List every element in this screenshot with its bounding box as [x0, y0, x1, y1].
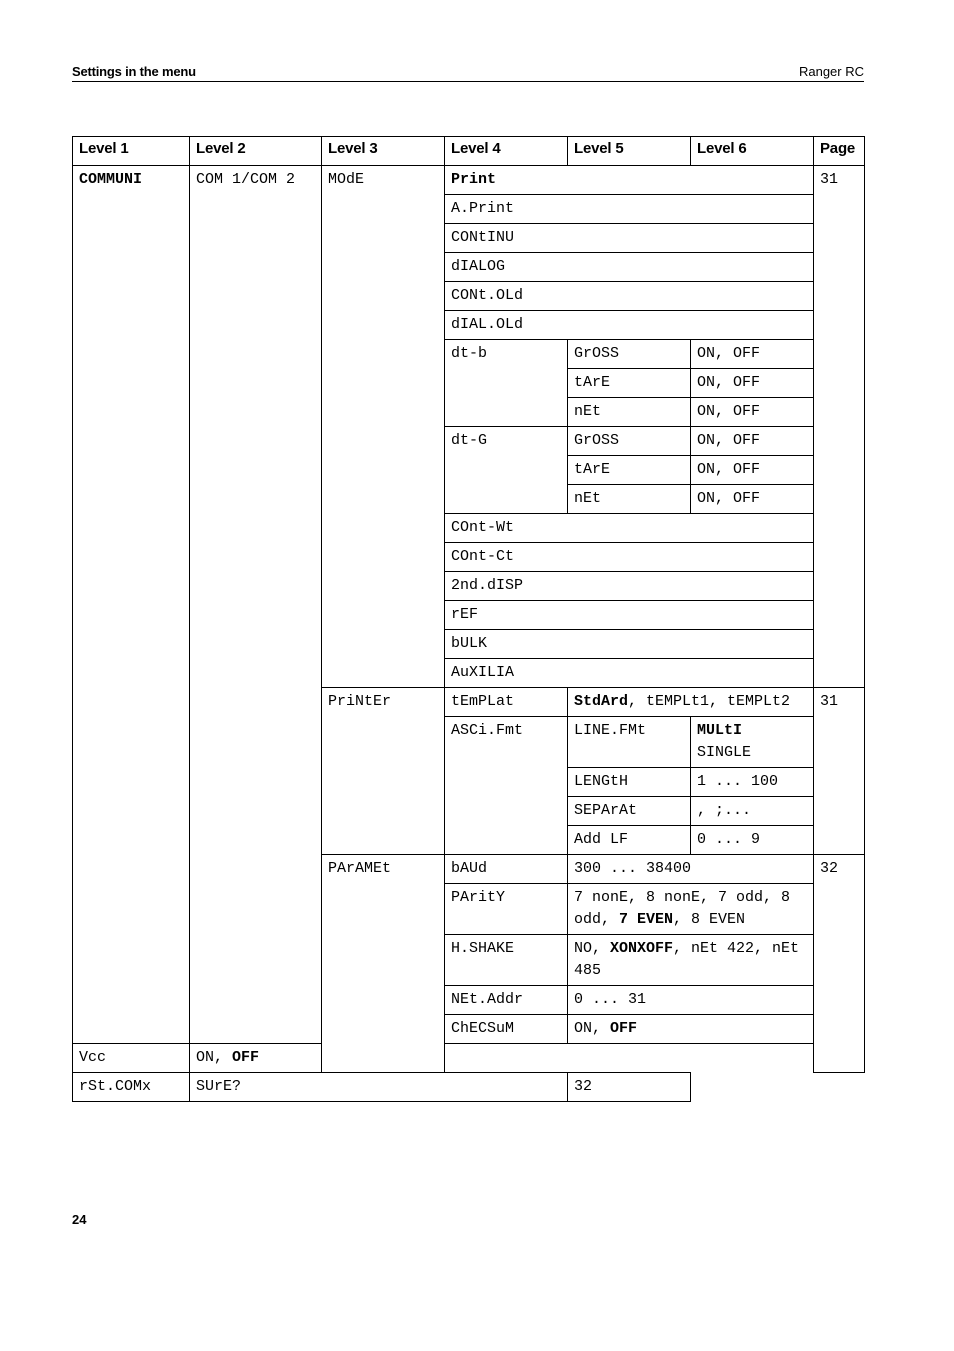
level4-parity: PAritY — [445, 884, 568, 935]
level6-separat-options: , ;... — [691, 797, 814, 826]
column-header: Level 6 — [691, 137, 814, 166]
table-header-row — [73, 137, 865, 166]
level3-paramet: PArAMEt — [322, 855, 445, 1073]
level5-tare: tArE — [568, 369, 691, 398]
level3-printer: PriNtEr — [322, 688, 445, 855]
level4-ref: rEF — [445, 601, 814, 630]
option-list: NO, — [574, 940, 611, 957]
column-header: Level 3 — [322, 137, 445, 166]
level4-contold: CONt.OLd — [445, 282, 814, 311]
table-row — [73, 1073, 865, 1102]
option-list: 7 nonE, 8 nonE, 7 odd, 8 odd, — [574, 889, 791, 928]
header-rule — [72, 81, 864, 82]
option-list: ON, — [196, 1049, 233, 1066]
level5-separat: SEPArAt — [568, 797, 691, 826]
level6-addlf-range: 0 ... 9 — [691, 826, 814, 855]
column-header: Page — [814, 137, 865, 166]
level4-continu: CONtINU — [445, 224, 814, 253]
level4-bulk: bULK — [445, 630, 814, 659]
level4-netaddr: NEt.Addr — [445, 986, 568, 1015]
level5-addlf: Add LF — [568, 826, 691, 855]
option-list: , 8 EVEN — [673, 911, 746, 928]
option-list: , nEt 422, nEt 485 — [574, 940, 800, 979]
level4-vcc: Vcc — [73, 1044, 190, 1073]
level6-length-range: 1 ... 100 — [691, 768, 814, 797]
level4-ascifmt: ASCi.Fmt — [445, 717, 568, 855]
level5-hshake-options — [568, 935, 814, 986]
menu-settings-table — [72, 136, 865, 1102]
level4-print: Print — [445, 166, 814, 195]
column-header: Level 4 — [445, 137, 568, 166]
default-option: XONXOFF — [610, 940, 674, 957]
level5-baud-range: 300 ... 38400 — [568, 855, 814, 884]
level4-templat: tEmPLat — [445, 688, 568, 717]
level6-onoff: ON, OFF — [691, 340, 814, 369]
level4-dtb: dt-b — [445, 340, 568, 427]
level5-tare: tArE — [568, 456, 691, 485]
level5-checsum-options — [568, 1015, 814, 1044]
level5-gross: GrOSS — [568, 427, 691, 456]
level4-checsum: ChECSuM — [445, 1015, 568, 1044]
level6-onoff: ON, OFF — [691, 398, 814, 427]
level6-onoff: ON, OFF — [691, 427, 814, 456]
level4-dialold: dIAL.OLd — [445, 311, 814, 340]
default-option: StdArd — [574, 693, 629, 710]
level6-onoff: ON, OFF — [691, 369, 814, 398]
level4-dialog: dIALOG — [445, 253, 814, 282]
level2-com: COM 1/COM 2 — [190, 166, 322, 1044]
level4-dtg: dt-G — [445, 427, 568, 514]
level5-parity-options — [568, 884, 814, 935]
running-header-title: Settings in the menu — [72, 64, 196, 79]
default-option: OFF — [610, 1020, 638, 1037]
option-list: SINGLE — [697, 744, 752, 761]
level6-linefmt-options — [691, 717, 814, 768]
option-list: , tEMPLt1, tEMPLt2 — [628, 693, 791, 710]
level5-netaddr-range: 0 ... 31 — [568, 986, 814, 1015]
table-row — [73, 1044, 865, 1073]
level4-auxilia: AuXILIA — [445, 659, 814, 688]
page-ref-rst: 32 — [568, 1073, 691, 1102]
level6-onoff: ON, OFF — [691, 485, 814, 514]
level4-2nddisp: 2nd.dISP — [445, 572, 814, 601]
level5-net: nEt — [568, 398, 691, 427]
level4-sure: SUrE? — [190, 1073, 568, 1102]
level5-net: nEt — [568, 485, 691, 514]
running-header-product: Ranger RC — [798, 64, 864, 79]
level5-linefmt: LINE.FMt — [568, 717, 691, 768]
level4-contct: COnt-Ct — [445, 543, 814, 572]
default-option: OFF — [232, 1049, 260, 1066]
default-option: MULtI — [697, 722, 743, 739]
column-header: Level 5 — [568, 137, 691, 166]
page-number: 24 — [72, 1212, 87, 1227]
level3-rstcom: rSt.COMx — [73, 1073, 190, 1102]
column-header: Level 1 — [73, 137, 190, 166]
level5-vcc-options — [190, 1044, 445, 1073]
table-row — [73, 166, 865, 195]
level5-length: LENGtH — [568, 768, 691, 797]
level4-hshake: H.SHAKE — [445, 935, 568, 986]
default-option: 7 EVEN — [619, 911, 674, 928]
level3-mode: MOdE — [322, 166, 445, 688]
level4-contwt: COnt-Wt — [445, 514, 814, 543]
level5-gross: GrOSS — [568, 340, 691, 369]
level4-aprint: A.Print — [445, 195, 814, 224]
page-ref-mode: 31 — [814, 166, 865, 688]
option-list: ON, — [574, 1020, 611, 1037]
level6-onoff: ON, OFF — [691, 456, 814, 485]
level4-baud: bAUd — [445, 855, 568, 884]
level1-communi: COMMUNI — [73, 166, 190, 1044]
page-ref-paramet: 32 — [814, 855, 865, 1073]
page-ref-printer: 31 — [814, 688, 865, 855]
level5-template-options — [568, 688, 814, 717]
column-header: Level 2 — [190, 137, 322, 166]
